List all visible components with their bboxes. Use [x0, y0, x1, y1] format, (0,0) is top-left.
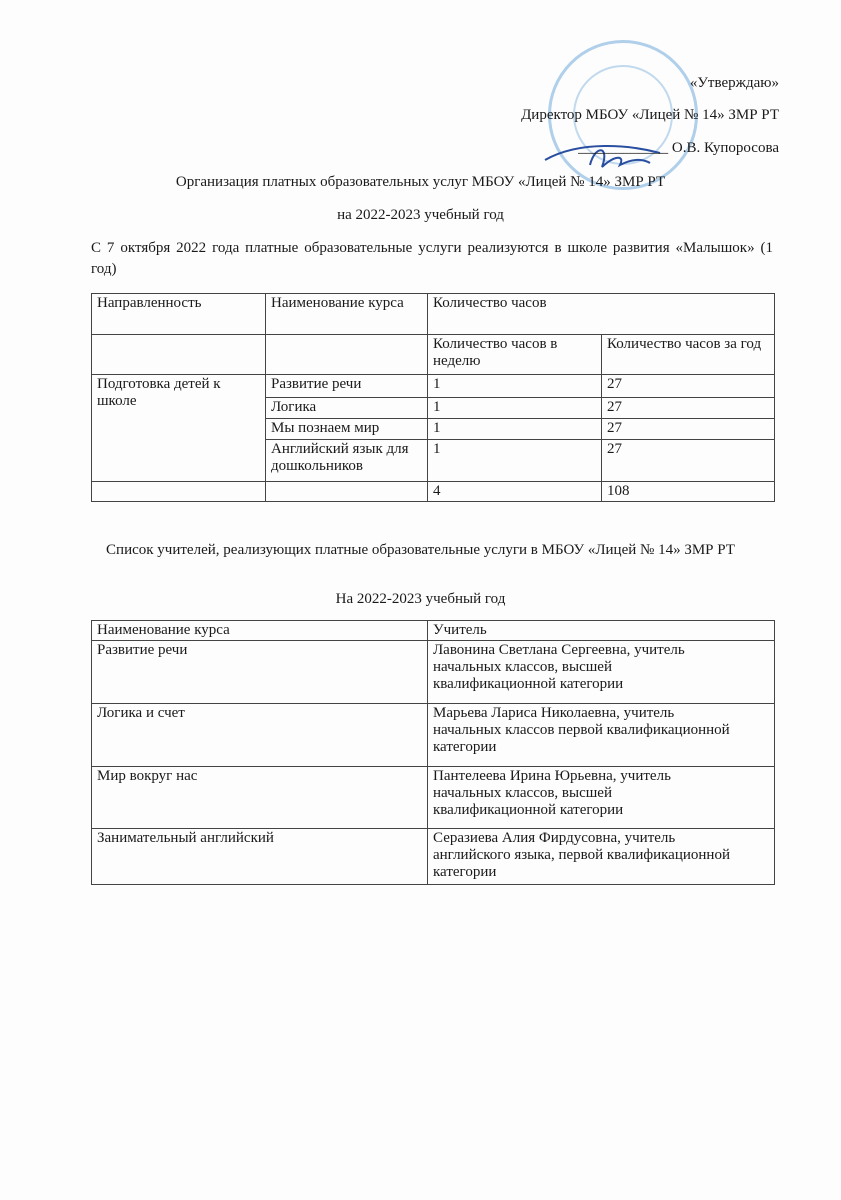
hours-table	[91, 293, 775, 502]
header-year: Количество часов за год	[602, 335, 775, 375]
table-row: Занимательный английский Серазиева Алия Фирдусовна, учитель английского языка, первой квалификационной категории	[92, 829, 775, 885]
intro-text: С 7 октября 2022 года платные образовательные услуги реализуются в школе развития «Малышок» (1 год)	[91, 240, 773, 277]
title: Организация платных образовательных услуг МБОУ «Лицей № 14» ЗМР РТ	[175, 174, 666, 190]
table-row: Мир вокруг нас Пантелеева Ирина Юрьевна, учитель начальных классов, высшей квалификационной категории	[92, 767, 775, 829]
teachers-table	[91, 620, 775, 885]
approval-position: Директор МБОУ «Лицей № 14» ЗМР РТ	[521, 107, 779, 123]
subtitle: на 2022-2023 учебный год	[337, 207, 504, 223]
approval-label: «Утверждаю»	[689, 75, 779, 91]
total-row: 4 108	[92, 482, 775, 502]
table-row: Логика и счет Марьева Лариса Николаевна, учитель начальных классов первой квалификационной категории	[92, 704, 775, 767]
header-teacher: Учитель	[428, 621, 775, 641]
direction-cell: Подготовка детей к школе	[92, 375, 266, 482]
table-row: Мы познаем мир 1 27	[92, 419, 775, 440]
title-teachers: Список учителей, реализующих платные образовательные услуги в МБОУ «Лицей № 14» ЗМР РТ	[106, 542, 735, 558]
table-row: Английский язык для дошкольников 1 27	[92, 440, 775, 482]
table-row: Подготовка детей к школе Развитие речи 1 27	[92, 375, 775, 398]
subtitle-teachers: На 2022-2023 учебный год	[335, 591, 506, 607]
header-week: Количество часов в неделю	[428, 335, 602, 375]
table-row: Логика 1 27	[92, 398, 775, 419]
header-course: Наименование курса	[266, 294, 428, 335]
approval-signature: ____________ О.В. Купоросова	[578, 140, 779, 156]
header-direction: Направленность	[92, 294, 266, 335]
header-course: Наименование курса	[92, 621, 428, 641]
table-row: Развитие речи Лавонина Светлана Сергеевна, учитель начальных классов, высшей квалификационной категории	[92, 641, 775, 704]
header-hours: Количество часов	[428, 294, 775, 335]
